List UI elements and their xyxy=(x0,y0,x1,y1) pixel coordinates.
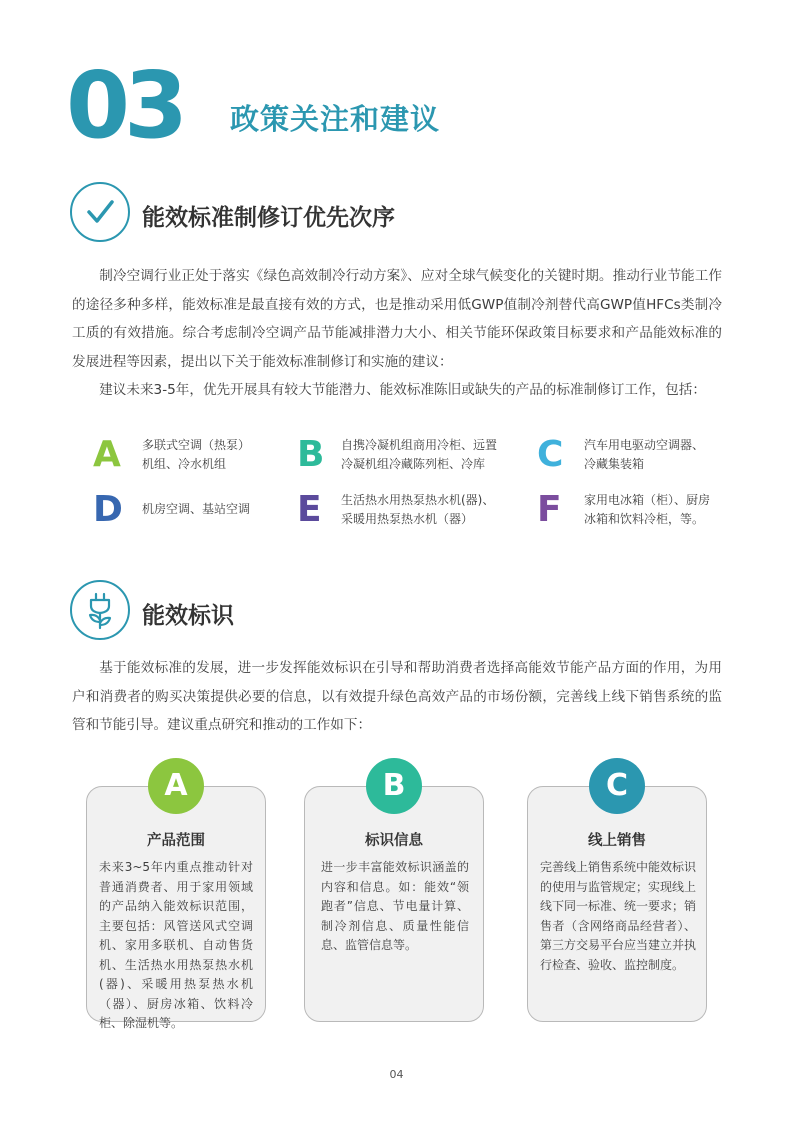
section-title-standards: 能效标准制修订优先次序 xyxy=(142,205,395,231)
card-body: 未来3~5年内重点推动针对普通消费者、用于家用领域的产品纳入能效标识范围，主要包括：风管送风式空调机、家用多联机、自动售货机、生活热水用热泵热水机(器)、采暖用热泵热水机（器）、厨房冰箱、饮料冷柜、除湿机等。 xyxy=(99,860,253,1030)
page-number: 04 xyxy=(389,1068,404,1081)
letter-a: A xyxy=(93,434,121,475)
chapter-number: 03 xyxy=(66,52,183,159)
badge-b: B xyxy=(366,758,422,814)
section2-body xyxy=(72,654,722,740)
section1-body xyxy=(72,262,722,405)
card-label-info xyxy=(304,786,484,1022)
letter-b: B xyxy=(297,434,325,475)
card-title: 标识信息 xyxy=(365,833,423,849)
letter-f: F xyxy=(537,489,562,530)
card-body: 进一步丰富能效标识涵盖的内容和信息。如：能效“领跑者”信息、节电量计算、制冷剂信息、质量性能信息、监管信息等。 xyxy=(321,860,469,952)
card-title: 产品范围 xyxy=(147,833,205,849)
badge-c: C xyxy=(589,758,645,814)
card-body: 完善线上销售系统中能效标识的使用与监管规定；实现线上线下同一标准、统一要求；销售者（含网络商品经营者）、第三方交易平台应当建立并执行检查、验收、监控制度。 xyxy=(540,860,697,972)
grid-item-c: 汽车用电驱动空调器、 冷藏集装箱 xyxy=(584,438,705,471)
section1-paragraph-2: 建议未来3-5年，优先开展具有较大节能潜力、能效标准陈旧或缺失的产品的标准制修订工作，包括： xyxy=(99,382,706,398)
grid-item-a: 多联式空调（热泵） 机组、冷水机组 xyxy=(142,438,251,471)
letter-e: E xyxy=(297,489,322,530)
section-title-labels: 能效标识 xyxy=(142,603,234,629)
card-title: 线上销售 xyxy=(588,833,646,849)
section2-paragraph: 基于能效标准的发展，进一步发挥能效标识在引导和帮助消费者选择高能效节能产品方面的作用，为用户和消费者的购买决策提供必要的信息，以有效提升绿色高效产品的市场份额，完善线上线下销售系统的监管和节能引导。建议重点研究和推动的工作如下： xyxy=(72,660,722,733)
grid-item-b: 自携冷凝机组商用冷柜、远置 冷凝机组冷藏陈列柜、冷库 xyxy=(341,438,498,471)
chapter-title: 政策关注和建议 xyxy=(230,102,441,136)
badge-a: A xyxy=(148,758,204,814)
grid-item-e: 生活热水用热泵热水机(器)、 采暖用热泵热水机（器） xyxy=(341,493,495,526)
letter-c: C xyxy=(537,434,564,475)
card-online-sales xyxy=(527,786,707,1022)
card-product-scope xyxy=(86,786,266,1030)
section1-paragraph-1: 制冷空调行业正处于落实《绿色高效制冷行动方案》、应对全球气候变化的关键时期。推动行业节能工作的途径多种多样，能效标准是最直接有效的方式，也是推动采用低GWP值制冷剂替代高GWP值HFCs类制冷工质的有效措施。综合考虑制冷空调产品节能减排潜力大小、相关节能环保政策目标要求和产品能效标准的发展进程等因素，提出以下关于能效标准制修订和实施的建议： xyxy=(72,268,722,370)
grid-item-f: 家用电冰箱（柜）、厨房 冰箱和饮料冷柜，等。 xyxy=(584,493,711,526)
grid-item-d: 机房空调、基站空调 xyxy=(142,502,251,516)
plug-leaf-icon xyxy=(70,580,130,640)
letter-d: D xyxy=(93,489,123,530)
check-icon xyxy=(70,182,130,242)
